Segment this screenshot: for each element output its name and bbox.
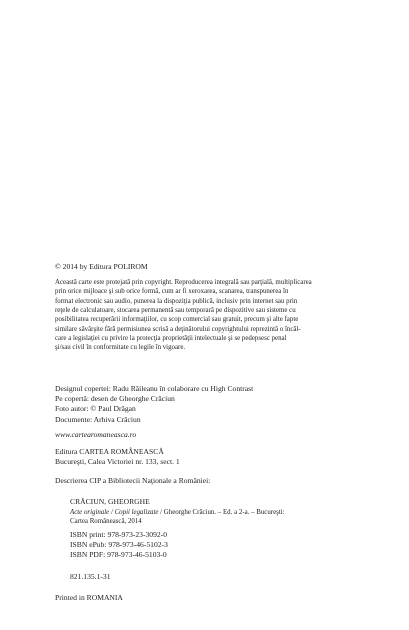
credits	[55, 384, 355, 425]
copyright-notice	[55, 262, 355, 272]
cip-record-rest: / Gheorghe Crăciun. – Ed. a 2-a. – Bucureşti:	[158, 509, 285, 516]
credit-cover-drawing: Pe copertă: desen de Gheorghe Crăciun	[55, 394, 175, 404]
website-url: www.cartearomaneasca.ro	[55, 430, 137, 439]
legal-line: care a legislaţiei cu privire la protecţia proprietăţii intelectuale şi se pedepsesc penal	[55, 335, 287, 343]
legal-line: şi/sau civil în conformitate cu legile în vigoare.	[55, 344, 186, 352]
book-title: Acte originale / Copii legalizate	[70, 509, 159, 516]
isbn-list	[70, 530, 370, 561]
cip-author-name: CRĂCIUN, GHEORGHE	[70, 497, 150, 506]
cdu-code	[70, 572, 370, 582]
isbn-epub: ISBN ePub: 978-973-46-5102-3	[70, 540, 168, 550]
printed-in-text: Printed in ROMANIA	[55, 593, 123, 602]
credit-author-photo: Foto autor: © Paul Drăgan	[55, 404, 136, 414]
credit-cover-design: Designul copertei: Radu Răileanu în colaborare cu High Contrast	[55, 384, 254, 393]
cip-record-line-2: Cartea Românească, 2014	[70, 518, 142, 526]
legal-paragraph	[55, 278, 355, 353]
cip-author	[70, 497, 370, 507]
cip-record	[70, 508, 360, 526]
isbn-print: ISBN print: 978-973-23-3092-0	[70, 530, 168, 539]
legal-line: similare săvârşite fără permisiunea scrisă a deţinătorului copyrightului reprezintă o încăl-	[55, 325, 301, 333]
cip-heading	[55, 476, 355, 486]
website	[55, 430, 355, 440]
printed-in	[55, 593, 355, 603]
legal-line: Această carte este protejată prin copyright. Reproducerea integrală sau parţială, multiplicarea	[55, 279, 312, 286]
legal-line: format electronic sau audio, punerea la dispoziţia publică, inclusiv prin internet sau prin	[55, 297, 298, 305]
legal-line: prin orice mijloace şi sub orice formă, cum ar fi xeroxarea, scanarea, transpunerea în	[55, 288, 289, 296]
publisher-name: Editura CARTEA ROMÂNEASCĂ	[55, 447, 164, 456]
copyright-line: © 2014 by Editura POLIROM	[55, 262, 148, 271]
publisher-address: Bucureşti, Calea Victoriei nr. 133, sect. 1	[55, 457, 180, 467]
cip-record-line	[70, 508, 360, 517]
legal-line: posibilitatea recuperării informaţiilor, cu scop comercial sau gratuit, precum şi alte fapte	[55, 316, 299, 324]
legal-line: reţele de calculatoare, stocarea permanentă sau temporară pe dispozitive sau sisteme cu	[55, 307, 296, 315]
credit-documents: Documente: Arhiva Crăciun	[55, 414, 141, 424]
cdu-text: 821.135.1-31	[70, 572, 111, 581]
isbn-pdf: ISBN PDF: 978-973-46-5103-0	[70, 550, 167, 560]
cip-heading-text: Descrierea CIP a Bibliotecii Naţionale a României:	[55, 476, 211, 485]
publisher-info	[55, 447, 355, 467]
